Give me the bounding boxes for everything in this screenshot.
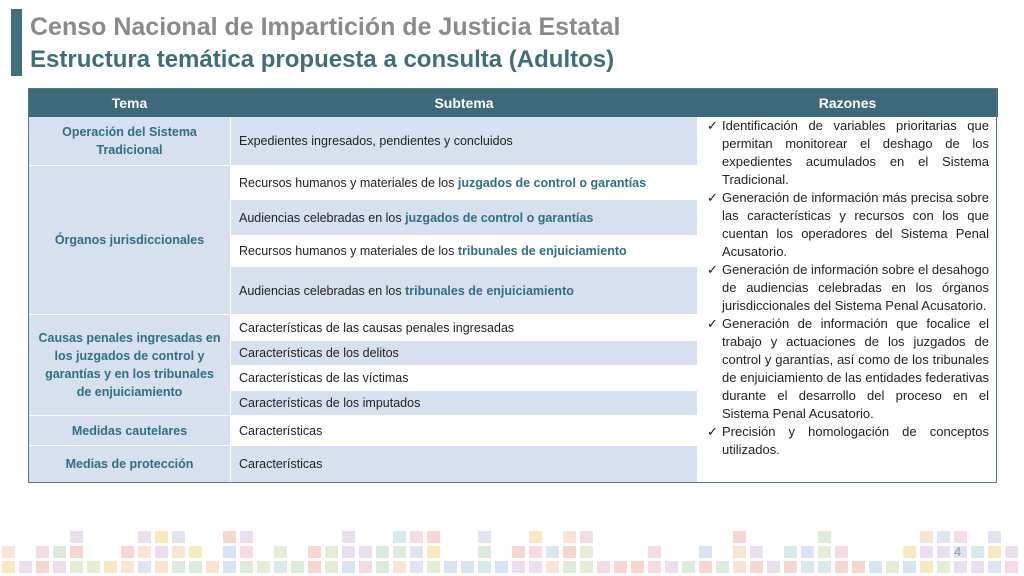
decorative-block [121,561,134,573]
decorative-block [70,531,83,543]
decorative-block [342,546,355,558]
decorative-block [393,561,406,573]
page-number: 4 [954,544,962,559]
subtema-text: Audiencias celebradas en los [239,283,406,298]
tema-cell: Medias de protección [29,446,231,483]
decorative-block [393,531,406,543]
check-icon: ✓ [707,118,718,133]
decorative-block [240,561,253,573]
decorative-block [512,546,525,558]
decorative-block [359,546,372,558]
reason-item: ✓ Precisión y homologación de conceptos utilizados. [707,424,989,457]
decorative-block [155,546,168,558]
decorative-block [70,546,83,558]
decorative-block [937,546,950,558]
check-icon: ✓ [707,316,718,331]
decorative-block [223,531,236,543]
decorative-block [988,531,1001,543]
decorative-block [648,546,661,558]
decorative-block [172,546,185,558]
column-header-tema: Tema [29,89,231,117]
decorative-block [376,561,389,573]
decorative-block [342,531,355,543]
decorative-block [920,561,933,573]
decorative-block [954,531,967,543]
subtema-cell [231,117,698,166]
subtema-cell [231,200,698,236]
column-header-razones: Razones [698,89,998,117]
tema-cell: Operación del Sistema Tradicional [29,117,231,166]
reasons-list [706,117,989,459]
decorative-block [410,531,423,543]
decorative-block [478,531,491,543]
decorative-block [308,561,321,573]
decorative-block [563,531,576,543]
decorative-block [53,546,66,558]
decorative-block [665,561,678,573]
decorative-block [988,561,1001,573]
decorative-block [1005,561,1018,573]
decorative-block [342,561,355,573]
thematic-structure-table [28,88,998,483]
decorative-block [36,561,49,573]
decorative-color-blocks [0,524,1024,576]
subtema-cell: Características [231,416,698,446]
decorative-block [495,561,508,573]
decorative-block [546,561,559,573]
decorative-block [87,561,100,573]
decorative-block [2,546,15,558]
decorative-block [189,546,202,558]
check-icon: ✓ [707,190,718,205]
decorative-block [512,561,525,573]
decorative-block [1005,546,1018,558]
reason-item: ✓ Generación de información que focalice el trabajo y actuaciones de los juzgados de control y garantías, así como de los tribunales de enjuiciamiento de las entidades federativas durante el desarrollo del proceso en el Sistema Penal Acusatorio. [707,316,989,421]
subtema-cell: Características [231,446,698,483]
subtema-cell: Características de las víctimas [231,366,698,391]
decorative-block [937,531,950,543]
decorative-block [546,546,559,558]
decorative-block [291,561,304,573]
subtema-highlight: tribunales de enjuiciamiento [405,283,574,298]
decorative-block [427,561,440,573]
check-icon: ✓ [707,262,718,277]
decorative-block [954,561,967,573]
decorative-block [121,546,134,558]
page-subtitle: Estructura temática propuesta a consulta (Adultos) [30,46,615,73]
decorative-block [359,561,372,573]
decorative-block [427,546,440,558]
decorative-block [274,561,287,573]
decorative-block [733,546,746,558]
subtema-cell [231,236,698,267]
decorative-block [478,546,491,558]
decorative-block [376,546,389,558]
decorative-block [257,561,270,573]
decorative-block [138,546,151,558]
decorative-block [172,561,185,573]
decorative-block [189,561,202,573]
decorative-block [699,561,712,573]
title-accent-bar [11,9,22,76]
decorative-block [138,561,151,573]
decorative-block [920,531,933,543]
decorative-block [682,561,695,573]
reason-item: ✓ Generación de información sobre el desahogo de audiencias celebradas en los órganos jurisdiccionales del Sistema Penal Acusatorio. [707,262,989,313]
decorative-block [410,546,423,558]
decorative-block [784,546,797,558]
subtema-highlight: juzgados de control o garantías [405,210,594,225]
decorative-block [699,546,712,558]
decorative-block [733,531,746,543]
decorative-block [155,531,168,543]
decorative-block [206,561,219,573]
decorative-block [835,561,848,573]
decorative-block [614,561,627,573]
decorative-block [920,546,933,558]
decorative-block [971,546,984,558]
decorative-block [971,561,984,573]
decorative-block [784,561,797,573]
decorative-block [444,561,457,573]
page-title: Censo Nacional de Impartición de Justicia Estatal [30,13,621,41]
decorative-block [138,531,151,543]
decorative-block [733,561,746,573]
decorative-block [818,546,831,558]
decorative-block [529,546,542,558]
decorative-block [580,531,593,543]
reason-item: ✓ Generación de información más precisa sobre las características y recursos con los que cuentan los operadores del Sistema Penal Acusatorio. [707,190,989,259]
razones-cell [698,117,998,483]
decorative-block [19,561,32,573]
reason-item: ✓ Identificación de variables prioritarias que permitan monitorear el deshago de los expedientes acumulados en el Sistema Tradicional. [707,118,989,187]
decorative-block [903,561,916,573]
decorative-block [750,561,763,573]
decorative-block [427,531,440,543]
subtema-cell: Características de las causas penales ingresadas [231,315,698,341]
column-header-subtema: Subtema [231,89,698,117]
subtema-cell: Características de los delitos [231,341,698,366]
decorative-block [631,561,644,573]
decorative-block [308,546,321,558]
decorative-block [410,561,423,573]
decorative-block [2,561,15,573]
subtema-text: Audiencias celebradas en los [239,210,406,225]
decorative-block [529,561,542,573]
decorative-block [155,561,168,573]
decorative-block [580,561,593,573]
decorative-block [529,531,542,543]
check-icon: ✓ [707,424,718,439]
decorative-block [36,546,49,558]
decorative-block [818,531,831,543]
decorative-block [172,531,185,543]
decorative-block [478,561,491,573]
decorative-block [852,561,865,573]
decorative-block [325,561,338,573]
decorative-block [580,546,593,558]
decorative-block [223,561,236,573]
subtema-text: Expedientes ingresados, pendientes y concluidos [239,134,513,148]
table-row [29,117,998,166]
decorative-block [818,561,831,573]
subtema-cell [231,166,698,200]
decorative-block [648,561,661,573]
tema-cell: Medidas cautelares [29,416,231,446]
decorative-block [563,561,576,573]
decorative-block [240,531,253,543]
decorative-block [461,561,474,573]
decorative-block [325,546,338,558]
decorative-block [767,561,780,573]
decorative-block [223,546,236,558]
decorative-block [835,546,848,558]
subtema-text: Recursos humanos y materiales de los [239,175,458,190]
subtema-highlight: tribunales de enjuiciamiento [457,244,627,258]
decorative-block [801,546,814,558]
decorative-block [274,546,287,558]
decorative-block [53,561,66,573]
decorative-block [903,546,916,558]
subtema-highlight: juzgados de control o garantías [457,175,647,190]
subtema-cell: Características de los imputados [231,391,698,416]
decorative-block [750,546,763,558]
decorative-block [988,546,1001,558]
decorative-block [597,561,610,573]
tema-cell: Órganos jurisdiccionales [29,166,231,315]
decorative-block [937,561,950,573]
decorative-block [240,546,253,558]
table-header-row [29,89,998,117]
decorative-block [886,561,899,573]
decorative-block [563,546,576,558]
decorative-block [716,561,729,573]
decorative-block [869,561,882,573]
decorative-block [393,546,406,558]
decorative-block [801,561,814,573]
subtema-text: Recursos humanos y materiales de los [239,244,458,258]
decorative-block [104,561,117,573]
subtema-cell [231,267,698,315]
decorative-block [70,561,83,573]
tema-cell: Causas penales ingresadas en los juzgados de control y garantías y en los tribunales de enjuiciamiento [29,315,231,416]
